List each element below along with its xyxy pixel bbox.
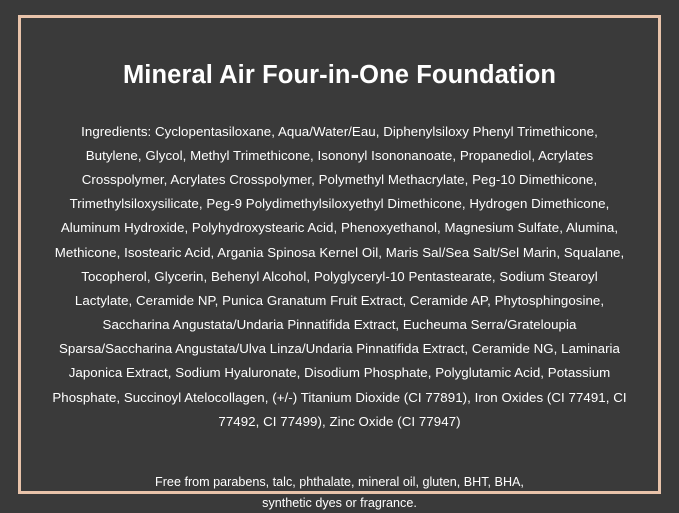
ingredients-text: Ingredients: Cyclopentasiloxane, Aqua/Water/Eau, Diphenylsiloxy Phenyl Trimethicone, Butylene, Glycol, Methyl Trimethicone, Isononyl Isononanoate, Propanediol, Acrylates Crosspolymer, Acrylates Crosspolymer, Polymethyl Methacrylate, Peg-10 Dimethicone, Trimethylsiloxysilicate, Peg-9 Polydimethylsiloxyethyl Dimethicone, Hydrogen Dimethicone, Aluminum Hydroxide, Polyhydroxystearic Acid, Phenoxyethanol, Magnesium Sulfate, Alumina, Methicone, Isostearic Acid, Argania Spinosa Kernel Oil, Maris Sal/Sea Salt/Sel Marin, Squalane, Tocopherol, Glycerin, Behenyl Alcohol, Polyglyceryl-10 Pentastearate, Sodium Stearoyl Lactylate, Ceramide NP, Punica Granatum Fruit Extract, Ceramide AP, Phytosphingosine, Saccharina Angustata/Undaria Pinnatifida Extract, Eucheuma Serra/Grateloupia Sparsa/Saccharina Angustata/Ulva Linza/Undaria Pinnatifida Extract, Ceramide NG, Laminaria Japonica Extract, Sodium Hyaluronate, Disodium Phosphate, Polyglutamic Acid, Potassium Phosphate, Succinoyl Atelocollagen, (+/-) Titanium Dioxide (CI 77891), Iron Oxides (CI 77491, CI 77492, CI 77499), Zinc Oxide (CI 77947): [52, 123, 627, 429]
free-from-line-2: synthetic dyes or fragrance.: [262, 495, 417, 510]
free-from-line-1: Free from parabens, talc, phthalate, mineral oil, gluten, BHT, BHA,: [155, 475, 524, 490]
free-from-text: [155, 472, 524, 513]
page-title: Mineral Air Four-in-One Foundation: [122, 61, 557, 89]
label-content: [40, 34, 639, 510]
